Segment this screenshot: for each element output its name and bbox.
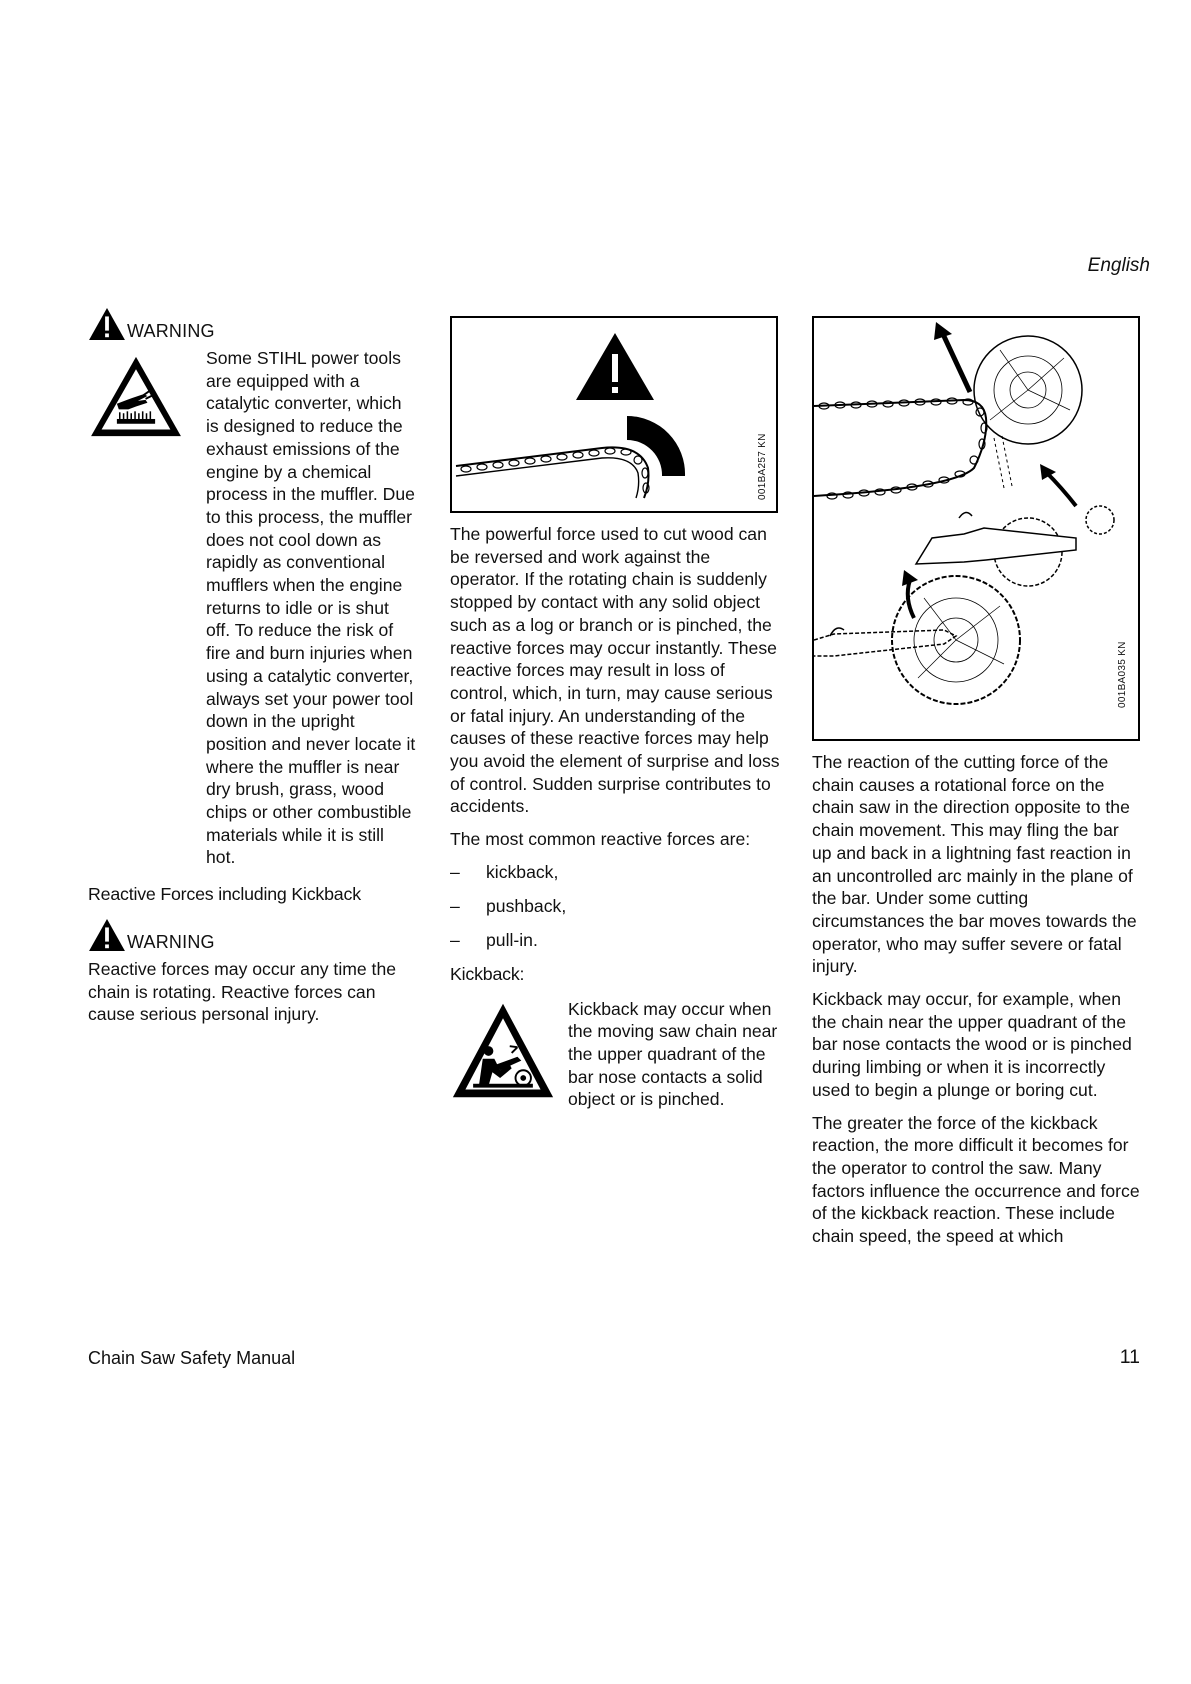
figure-code: 001BA257 KN <box>757 433 768 500</box>
figure-code: 001BA035 KN <box>1117 641 1128 708</box>
footer-title: Chain Saw Safety Manual <box>88 1348 296 1368</box>
warning-label: WARNING <box>127 931 215 952</box>
warning-triangle-icon <box>88 918 126 952</box>
hot-surface-symbol <box>88 347 206 869</box>
warning-label: WARNING <box>127 321 215 341</box>
section-heading: Reactive Forces including Kickback <box>88 884 361 905</box>
list-item: – pushback, <box>450 895 567 916</box>
kickback-force-paragraph: The greater the force of the kickback reaction, the more difficult it becomes for the operator to control the saw. Many factors influence the occurrence and force of the kickback reaction. These include chain speed, the speed at which <box>812 1112 1140 1247</box>
kickback-symbol <box>450 998 568 1112</box>
column-right <box>812 310 1142 1248</box>
kickback-block <box>450 998 780 1112</box>
list-item: – pull-in. <box>450 929 538 950</box>
kickback-warning-icon <box>450 1000 556 1102</box>
warning-triangle-icon <box>88 307 126 341</box>
reactive-forces-list <box>450 861 780 952</box>
hot-surface-hand-icon <box>88 354 184 440</box>
warning-heading <box>88 305 416 341</box>
kickback-zone-illustration <box>452 318 776 511</box>
page-number: 11 <box>1119 1346 1140 1368</box>
kickback-rotation-illustration <box>814 318 1138 739</box>
kickback-occurrence-paragraph: Kickback may occur, for example, when the chain near the upper quadrant of the bar nose contacts the wood or is pinched during limbing or when it is incorrectly used to begin a plunge or boring cut. <box>812 989 1132 1100</box>
kickback-paragraph: Kickback may occur when the moving saw chain near the upper quadrant of the bar nose contacts a solid object or is pinched. <box>568 998 778 1110</box>
column-left <box>88 305 416 1026</box>
language-label: English <box>1087 255 1150 276</box>
kickback-rotation-figure <box>812 316 1140 741</box>
warning-heading-2 <box>88 916 416 952</box>
hot-surface-paragraph: Some STIHL power tools are equipped with a catalytic converter, which is designed to reduce the exhaust emissions of the engine by a chemical process in the muffler. Due to this process, the muffler does not cool down as rapidly as conventional mufflers when the engine returns to idle or is shut off. To reduce the risk of fire and burn injuries when using a catalytic converter, always set your power tool down in the upright position and never locate it where the muffler is near dry brush, grass, wood chips or other combustible materials while it is still hot. <box>206 348 416 868</box>
column-middle <box>450 310 780 1111</box>
list-intro: The most common reactive forces are: <box>450 829 751 850</box>
list-item: – kickback, <box>450 861 559 882</box>
reactive-forces-intro-paragraph: The powerful force used to cut wood can be reversed and work against the operator. If the rotating chain is suddenly stopped by contact with any solid object such as a log or branch or is pinched, the reactive forces may occur instantly. These reactive forces may result in loss of control, which, in turn, may cause serious or fatal injury. An understanding of the causes of these reactive forces may help you avoid the element of surprise and loss of control. Sudden surprise contributes to accidents. <box>450 524 780 817</box>
rotational-force-paragraph: The reaction of the cutting force of the chain causes a rotational force on the chain saw in the direction opposite to the chain movement. This may fling the bar up and back in a lightning fast reaction in an uncontrolled arc mainly in the plane of the bar. Under some cutting circumstances the bar moves towards the operator, who may suffer severe or fatal injury. <box>812 752 1137 977</box>
kickback-zone-figure <box>450 316 778 513</box>
kickback-heading: Kickback: <box>450 963 525 984</box>
reactive-forces-warning-paragraph: Reactive forces may occur any time the chain is rotating. Reactive forces can cause serious personal injury. <box>88 958 397 1025</box>
hot-surface-block <box>88 347 416 869</box>
